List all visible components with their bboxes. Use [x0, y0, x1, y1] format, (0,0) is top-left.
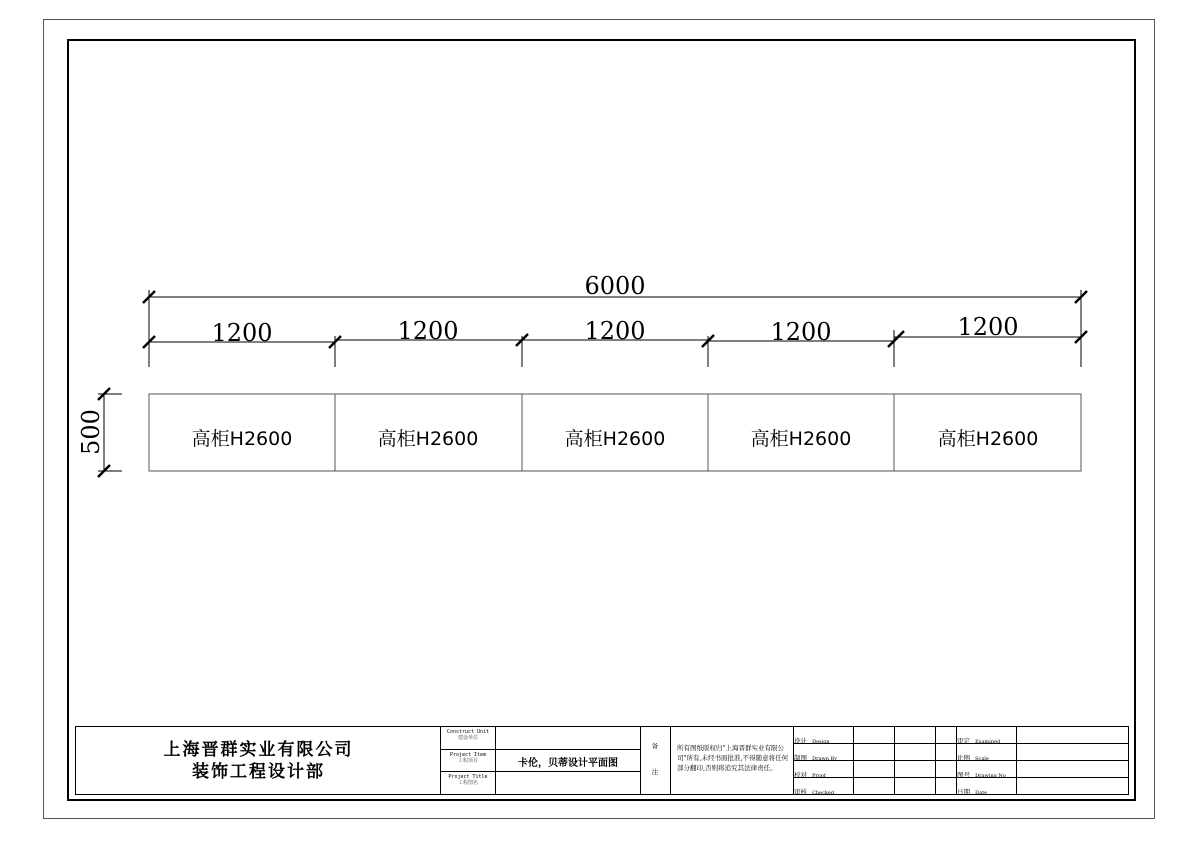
- segment-dimension-label: 1200: [957, 313, 1019, 341]
- role-cn: 设计: [794, 737, 807, 745]
- meta-cn: 图号: [957, 771, 970, 779]
- role-checked: [794, 779, 853, 798]
- drawing-title: 卡伦，贝蒂设计平面图: [518, 758, 618, 769]
- project-item-cn: 工程项目: [457, 758, 478, 764]
- role-en: Drawn By: [812, 756, 838, 762]
- remarks-label-2: 注: [651, 768, 659, 776]
- divider: [440, 771, 495, 772]
- project-title-label: [441, 774, 495, 786]
- meta-en: Scale: [975, 756, 989, 762]
- cabinet-label: 高柜H2600: [937, 428, 1039, 450]
- project-title-en: Project Title: [448, 774, 488, 780]
- title-block: [75, 726, 1129, 795]
- meta-date: [957, 779, 1016, 798]
- divider: [440, 749, 640, 750]
- construct-unit-cn: 建设单位: [457, 735, 478, 741]
- construct-unit-en: Construct Unit: [446, 729, 490, 735]
- role-cn: 校对: [794, 771, 807, 779]
- cabinet-label: 高柜H2600: [564, 428, 666, 450]
- divider: [670, 727, 671, 794]
- meta-en: Drawing No: [975, 773, 1006, 779]
- role-cn: 制图: [794, 754, 807, 762]
- cabinet-label: 高柜H2600: [191, 428, 293, 450]
- segment-dimension-label: 1200: [397, 317, 459, 345]
- project-item-label: [441, 752, 495, 764]
- overall-dimension-label: 6000: [584, 272, 646, 300]
- meta-cn: 比例: [957, 754, 970, 762]
- divider: [640, 727, 641, 794]
- company-name-line2: 装饰工程设计部: [192, 761, 325, 782]
- role-en: Proof: [812, 773, 826, 779]
- segment-dimension-label: 1200: [770, 318, 832, 346]
- role-en: Design: [812, 739, 830, 745]
- cabinet-label: 高柜H2600: [750, 428, 852, 450]
- project-title-cn: 工程图名: [457, 780, 478, 786]
- company-name: [76, 727, 441, 794]
- cabinet-label: 高柜H2600: [377, 428, 479, 450]
- role-cn: 审核: [794, 788, 807, 796]
- remarks-label-1: 备: [651, 742, 659, 750]
- meta-cn: 审定: [957, 737, 970, 745]
- construct-unit-label: [441, 729, 495, 741]
- meta-en: Examined: [975, 739, 1001, 745]
- copyright-notice: 所有图纸版权归"上海晋群实业有限公司"所有,未经书面批准,不得随意将任何部分翻印,否则将追究其法律责任。: [677, 744, 789, 772]
- divider: [495, 771, 640, 772]
- role-en: Checked: [812, 790, 835, 796]
- segment-dimension-label: 1200: [211, 319, 273, 347]
- meta-cn: 日期: [957, 788, 970, 796]
- meta-en: Date: [975, 790, 988, 796]
- segment-dimension-label: 1200: [584, 317, 646, 345]
- depth-dimension-label: 500: [77, 409, 105, 455]
- project-item-en: Project Item: [449, 752, 487, 758]
- company-name-line1: 上海晋群实业有限公司: [163, 739, 354, 760]
